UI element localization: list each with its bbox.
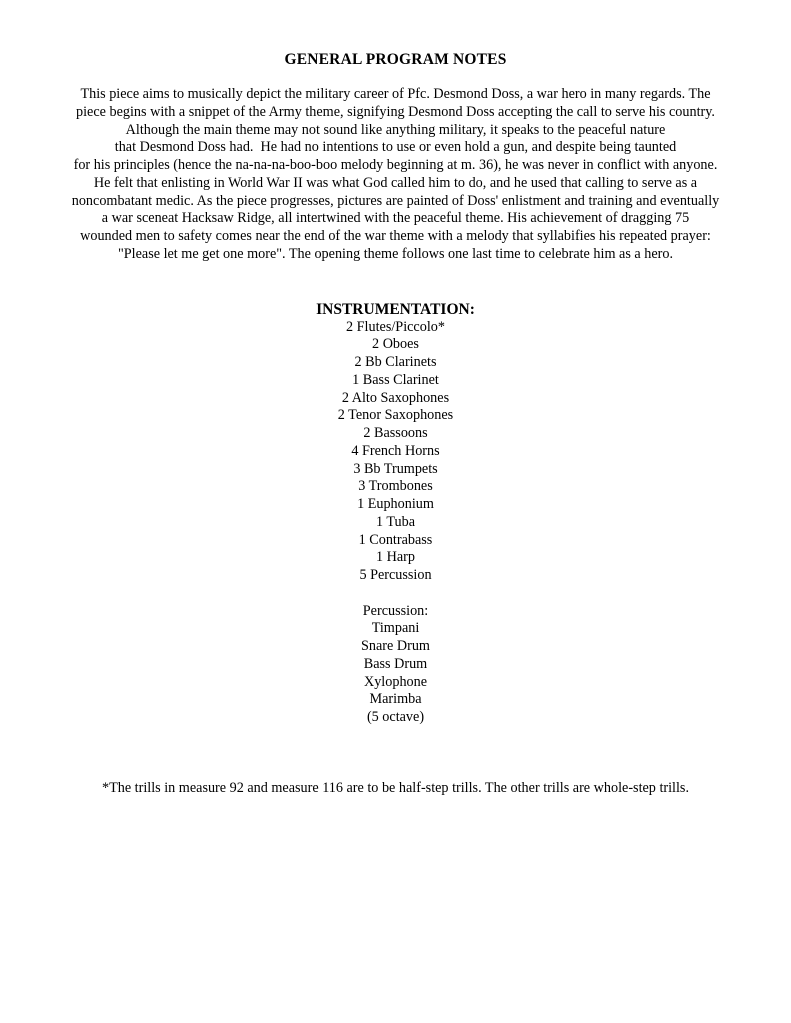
instrumentation-item: 1 Harp [375, 549, 415, 566]
instrumentation-item: 2 Oboes [372, 336, 419, 353]
instrumentation-item: 2 Bassoons [363, 425, 428, 441]
percussion-list [0, 620, 791, 727]
instrumentation-item: 4 French Horns [351, 442, 440, 459]
paragraph-line: that Desmond Doss had. He had no intentions to use or even hold a gun, and despite being taunted [114, 139, 677, 156]
instrumentation-item: 1 Tuba [375, 513, 416, 530]
instrumentation-item: 5 Percussion [359, 567, 432, 583]
instrumentation-list [0, 319, 791, 585]
percussion-heading: Percussion: [362, 602, 429, 619]
instrumentation-item: 2 Bb Clarinets [354, 354, 437, 370]
instrumentation-item: 2 Tenor Saxophones [337, 407, 454, 424]
paragraph-line: "Please let me get one more". The opening theme follows one last time to celebrate him as a hero. [117, 245, 673, 262]
percussion-item: Bass Drum [363, 655, 428, 672]
percussion-item: Marimba [369, 691, 422, 708]
instrumentation-item: 1 Bass Clarinet [352, 371, 439, 388]
page-title: GENERAL PROGRAM NOTES [284, 51, 507, 68]
paragraph-line: wounded men to safety comes near the end of the war theme with a melody that syllabifies his repeated prayer: [80, 228, 711, 244]
instrumentation-item: 2 Alto Saxophones [341, 389, 450, 406]
percussion-item: Timpani [371, 620, 420, 637]
trills-footnote: *The trills in measure 92 and measure 116 are to be half-step trills. The other trills are whole-step trills. [101, 779, 690, 796]
instrumentation-item: 3 Trombones [358, 478, 433, 495]
instrumentation-item: 3 Bb Trumpets [353, 460, 438, 477]
percussion-item: Xylophone [363, 673, 428, 690]
paragraph-line: piece begins with a snippet of the Army theme, signifying Desmond Doss accepting the call to serve his country. [76, 103, 715, 120]
paragraph-line: a war sceneat Hacksaw Ridge, all intertwined with the peaceful theme. His achievement of dragging 75 [101, 210, 690, 227]
percussion-item: Snare Drum [361, 638, 430, 654]
paragraph-line: This piece aims to musically depict the military career of Pfc. Desmond Doss, a war hero in many regards. The [80, 86, 711, 102]
paragraph-line: for his principles (hence the na-na-na-boo-boo melody beginning at m. 36), he was never in conflict with anyone. [73, 157, 718, 173]
paragraph-line: Although the main theme may not sound like anything military, it speaks to the peaceful nature [125, 121, 666, 138]
instrumentation-item: 2 Flutes/Piccolo* [346, 318, 445, 335]
instrumentation-item: 1 Euphonium [357, 496, 434, 512]
instrumentation-heading: INSTRUMENTATION: [316, 300, 475, 318]
paragraph-line: noncombatant medic. As the piece progresses, pictures are painted of Doss' enlistment and training and eventually [71, 192, 720, 209]
instrumentation-item: 1 Contrabass [358, 531, 433, 548]
paragraph-line: He felt that enlisting in World War II was what God called him to do, and he used that calling to serve as a [93, 174, 698, 191]
percussion-item: (5 octave) [366, 709, 425, 725]
program-notes-paragraph [0, 86, 791, 264]
